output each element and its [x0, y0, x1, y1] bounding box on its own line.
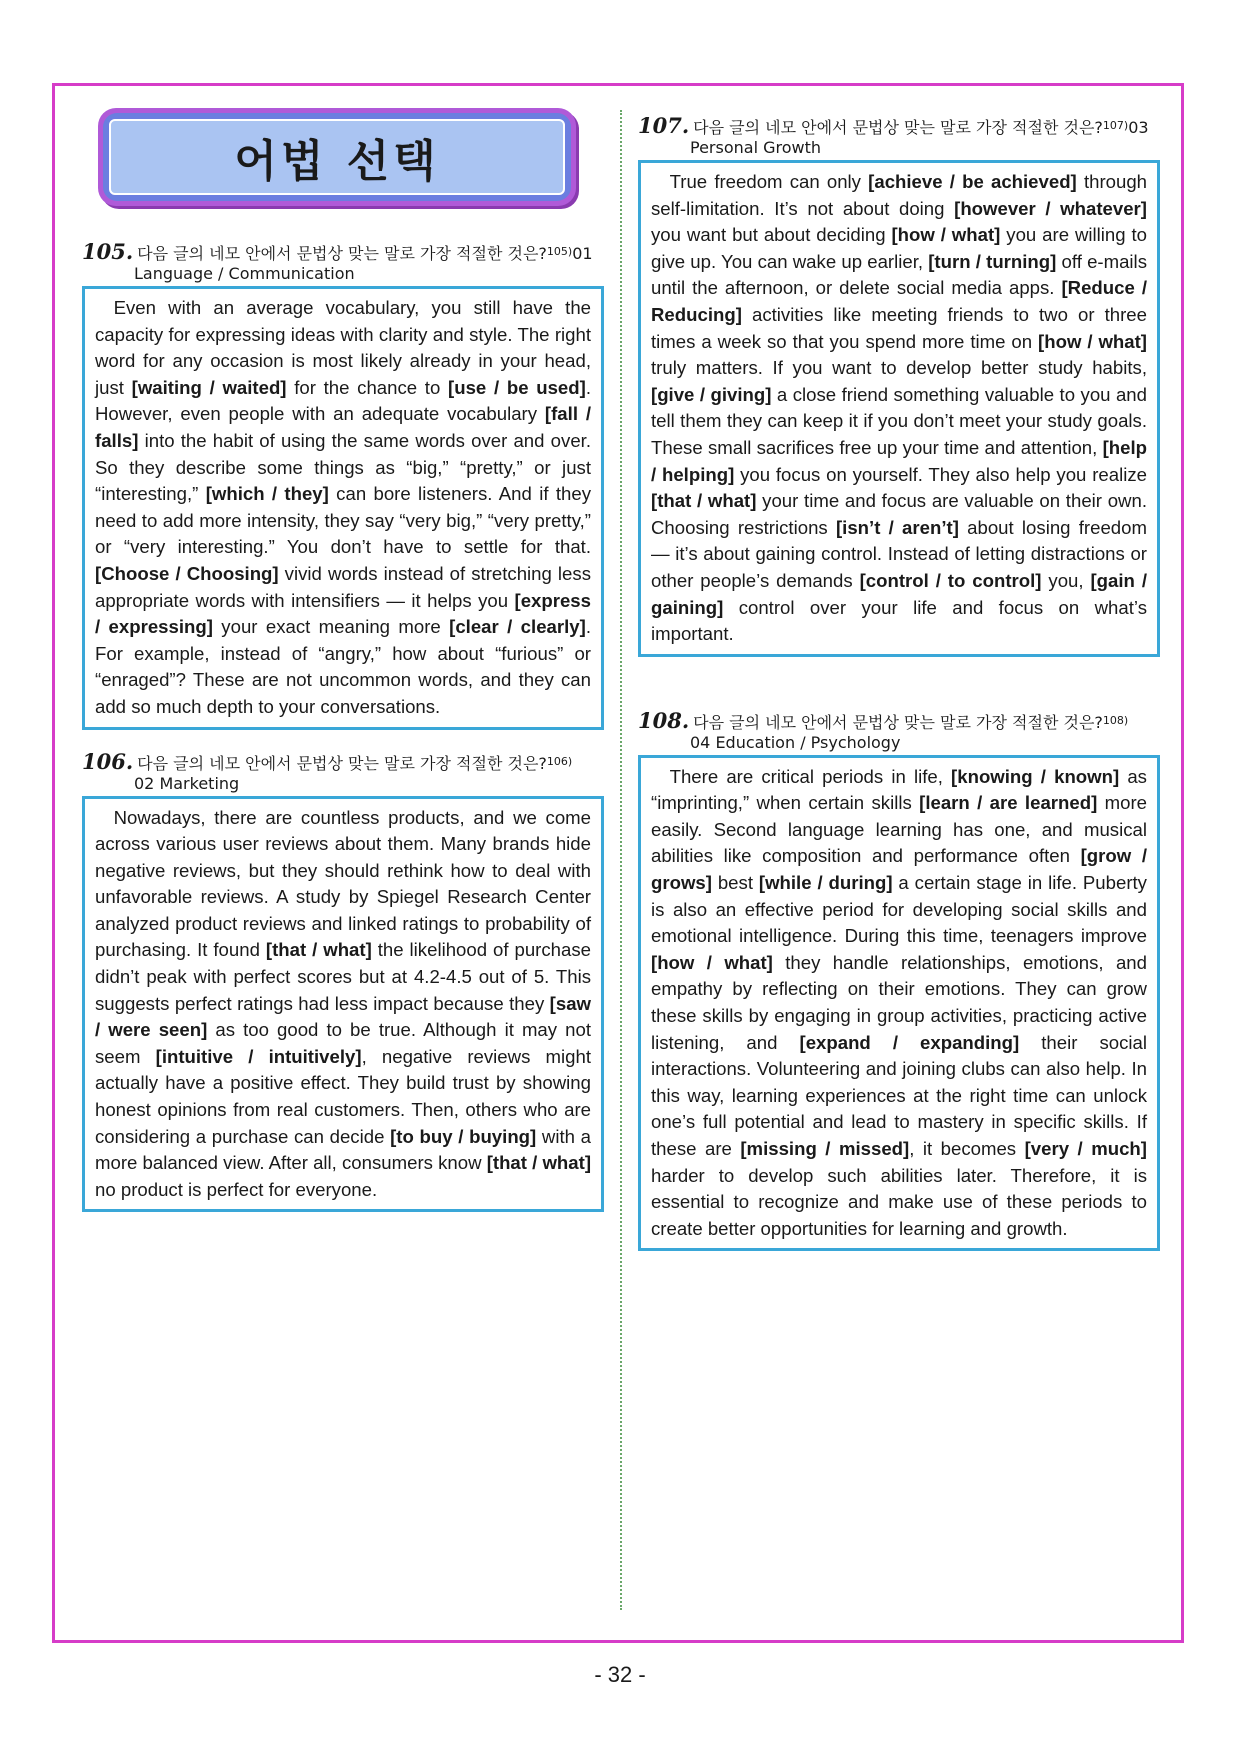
passage-text: a close friend something valuable to you and tell them they can keep it if you don’t meet your study goals. These small sacrifices free up your time and attention,	[651, 383, 1147, 458]
answer-choice: [fall / falls]	[95, 403, 592, 451]
answer-choice: [which / they]	[205, 483, 329, 505]
passage-text: they handle relationships, emotions, and empathy by reflecting on their emotions. They can grow these skills by engaging in group activities, practicing active listening, and	[651, 951, 1147, 1053]
passage-box	[638, 160, 1160, 657]
passage-text: the likelihood of purchase didn’t peak with perfect scores but at 4.2-4.5 out of 5. This suggests perfect ratings had less impact because they	[95, 939, 591, 1014]
question-107	[638, 113, 1160, 657]
passage-text: True freedom can only	[669, 171, 869, 192]
question-number: 108.	[638, 707, 690, 733]
passage-text: your exact meaning more	[212, 616, 450, 638]
question-header	[638, 707, 1160, 733]
passage-text: as “imprinting,” when certain skills	[651, 765, 1147, 814]
answer-choice: [missing / missed]	[740, 1138, 910, 1159]
question-ref: 108)	[1102, 713, 1129, 727]
answer-choice: [that / what]	[265, 939, 372, 961]
answer-choice: [achieve / be achieved]	[868, 171, 1077, 192]
answer-choice: [how / what]	[651, 951, 773, 973]
question-ref: 106)	[546, 754, 573, 768]
passage-text: no product is perfect for everyone.	[95, 1178, 378, 1200]
passage-text: for the chance to	[286, 376, 449, 398]
answer-choice: [Reduce / Reducing]	[651, 277, 1147, 325]
passage-text: control over your life and focus on what’s important.	[651, 596, 1147, 645]
question-prompt: 다음 글의 네모 안에서 문법상 맞는 말로 가장 적절한 것은?	[137, 244, 547, 263]
passage-text: harder to develop such abilities later. Therefore, it is essential to recognize and make use of these periods to create better opportunities for learning and growth.	[651, 1164, 1147, 1239]
passage-box	[82, 286, 604, 730]
question-number: 106.	[82, 748, 134, 774]
answer-choice: [saw / were seen]	[95, 992, 591, 1041]
passage-text: your time and focus are valuable on their own. Choosing restrictions	[651, 490, 1147, 538]
answer-choice: [learn / are learned]	[919, 792, 1098, 814]
passage-box	[82, 796, 604, 1213]
answer-choice: [that / what]	[651, 490, 757, 512]
passage-text: a certain stage in life. Puberty is also an effective period for developing social skills and emotional intelligence. During this time, teenagers improve	[651, 872, 1147, 947]
question-number: 105.	[82, 239, 134, 264]
question-category: 02 Marketing	[134, 773, 240, 793]
passage-text: more easily. Second language learning has one, and musical abilities like composition and performance often	[651, 792, 1148, 867]
passage-text: can bore listeners. And if they need to add more intensity, they say “very big,” “very pretty,” or “very interesting.” You don’t have to settle for that.	[95, 483, 591, 558]
passage-text: There are critical periods in life,	[669, 765, 952, 787]
answer-choice: [while / during]	[758, 872, 893, 894]
question-ref: 105)	[546, 245, 573, 258]
passage-text: Nowadays, there are countless products, and we come across various user reviews about them. Many brands hide negative reviews, but they should rethink how to deal with unfavorable reviews. A study by Spiegel Research Center analyzed product reviews and linked ratings to probability of purchasing. It found	[95, 806, 591, 961]
answer-choice: [very / much]	[1024, 1138, 1147, 1159]
question-category: Language / Communication	[134, 264, 355, 283]
answer-choice: [expand / expanding]	[799, 1031, 1020, 1053]
question-header	[638, 113, 1160, 138]
question-prompt: 다음 글의 네모 안에서 문법상 맞는 말로 가장 적절한 것은?	[693, 118, 1103, 137]
passage-text: as too good to be true. Although it may not seem	[95, 1019, 592, 1067]
question-tag: 03	[1128, 118, 1149, 137]
question-header	[82, 239, 604, 264]
answer-choice: [express / expressing]	[95, 589, 591, 638]
question-number: 107.	[638, 113, 690, 138]
answer-choice: [turn / turning]	[928, 250, 1057, 272]
passage-text: through self-limitation. It’s not about doing	[651, 171, 1148, 219]
passage-text: about losing freedom — it’s about gaining control. Instead of letting distractions or other people’s demands	[651, 516, 1147, 591]
passage-text: vivid words instead of stretching less appropriate words with intensifiers — it helps you	[95, 562, 591, 611]
answer-choice: [use / be used]	[448, 376, 586, 398]
passage-text: truly matters. If you want to develop better study habits,	[651, 357, 1147, 379]
answer-choice: [clear / clearly]	[449, 616, 586, 638]
question-category: 04 Education / Psychology	[690, 732, 901, 752]
passage-text: best	[711, 872, 759, 894]
passage-text: activities like meeting friends to two or three times a week so that you spend more time on	[651, 303, 1147, 352]
answer-choice: [give / giving]	[651, 383, 772, 405]
left-column	[82, 108, 604, 1212]
question-header	[82, 748, 604, 774]
passage-text: into the habit of using the same words over and over. So they describe some things as “big,” “pretty,” or just “interesting,”	[95, 429, 591, 505]
passage-text: . However, even people with an adequate vocabulary	[95, 376, 591, 425]
passage-text: off e-mails until the afternoon, or delete social media apps.	[651, 250, 1147, 299]
passage-text: Even with an average vocabulary, you still have the capacity for expressing ideas with clarity and style. The right word for any occasion is most likely already in your head, just	[95, 297, 591, 398]
passage-box	[638, 755, 1160, 1252]
right-column	[638, 113, 1160, 1251]
title-banner	[98, 108, 576, 206]
question-108	[638, 707, 1160, 1252]
page-number: - 32 -	[594, 1662, 646, 1687]
passage-text: their social interactions. Volunteering and joining clubs can also help. In this way, learning experiences at the right time can unlock one’s full potential and lead to mastery in specific skills. If these are	[651, 1031, 1147, 1159]
passage-text: you focus on yourself. They also help you realize	[734, 463, 1147, 485]
passage-text: . For example, instead of “angry,” how about “furious” or “enraged”? These are not uncommon words, and they can add so much depth to your conversations.	[95, 616, 591, 717]
question-ref: 107)	[1102, 119, 1129, 132]
answer-choice: [intuitive / intuitively]	[155, 1045, 362, 1067]
passage-text: , negative reviews might actually have a positive effect. They build trust by showing honest opinions from real customers. Then, others who are considering a purchase can decide	[95, 1045, 591, 1147]
answer-choice: [waiting / waited]	[131, 376, 287, 398]
page-title: 어법 선택	[234, 136, 440, 187]
passage-text: with a more balanced view. After all, consumers know	[95, 1125, 591, 1174]
answer-choice: [knowing / known]	[951, 765, 1120, 787]
passage-text: you want but about deciding	[651, 224, 892, 246]
answer-choice: [that / what]	[486, 1152, 592, 1174]
question-106	[82, 748, 604, 1213]
answer-choice: [however / whatever]	[954, 197, 1147, 219]
answer-choice: [to buy / buying]	[390, 1125, 537, 1147]
passage-text: you,	[1041, 569, 1091, 591]
question-category: Personal Growth	[690, 138, 822, 157]
passage-text: you are willing to give up. You can wake up earlier,	[651, 224, 1147, 272]
answer-choice: [isn’t / aren’t]	[835, 516, 959, 538]
column-divider	[620, 110, 622, 1610]
answer-choice: [how / what]	[1038, 330, 1147, 352]
answer-choice: [grow / grows]	[651, 845, 1147, 894]
question-tag: 01	[572, 244, 593, 263]
question-105	[82, 239, 604, 730]
answer-choice: [help / helping]	[651, 436, 1147, 485]
question-prompt: 다음 글의 네모 안에서 문법상 맞는 말로 가장 적절한 것은?	[137, 753, 547, 773]
question-prompt: 다음 글의 네모 안에서 문법상 맞는 말로 가장 적절한 것은?	[693, 712, 1103, 732]
passage-text: , it becomes	[909, 1138, 1025, 1159]
answer-choice: [gain / gaining]	[651, 569, 1147, 618]
answer-choice: [Choose / Choosing]	[95, 562, 279, 584]
answer-choice: [control / to control]	[859, 569, 1042, 591]
answer-choice: [how / what]	[891, 224, 1001, 246]
